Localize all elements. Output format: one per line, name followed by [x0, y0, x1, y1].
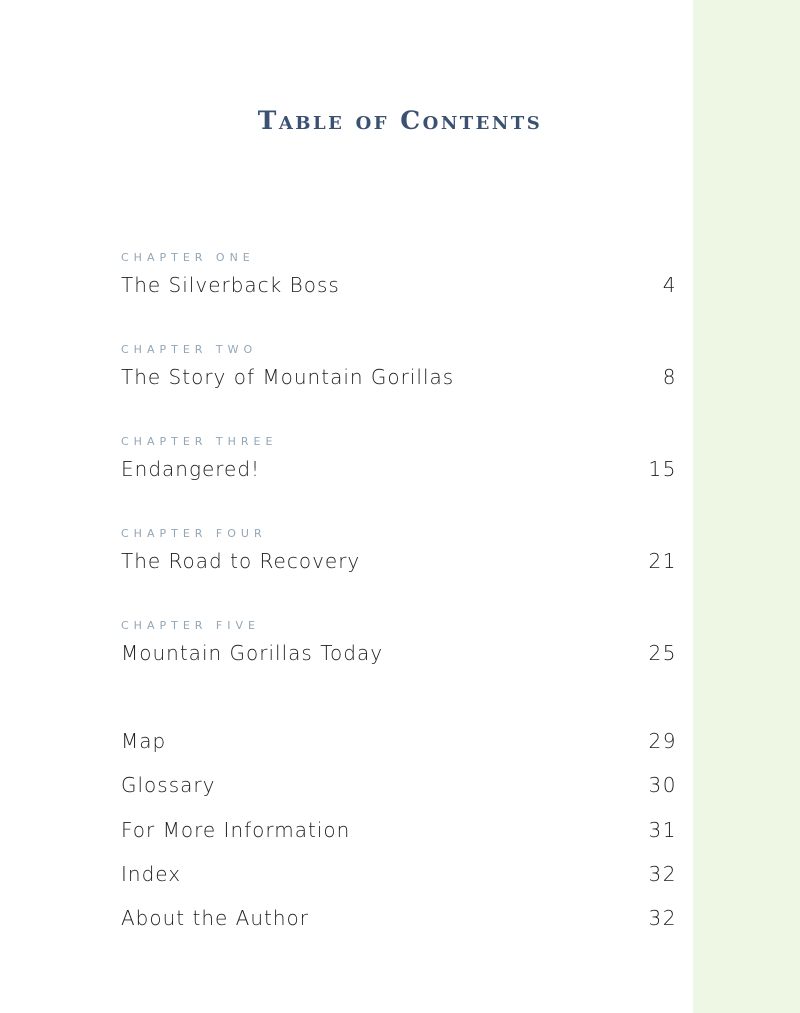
toc-backmatter-entry[interactable]	[121, 818, 677, 842]
toc-backmatter-entry[interactable]	[121, 906, 677, 930]
entry-title: Glossary	[121, 773, 216, 797]
chapter-title: Mountain Gorillas Today	[121, 641, 384, 665]
toc-chapter-entry[interactable]	[121, 342, 677, 389]
entry-title: For More Information	[121, 818, 351, 842]
page-number: 32	[648, 862, 677, 886]
toc-backmatter-entry[interactable]	[121, 862, 677, 886]
chapter-title: The Story of Mountain Gorillas	[121, 365, 455, 389]
page-number: 32	[648, 906, 677, 930]
toc-chapter-entry[interactable]	[121, 250, 677, 297]
chapter-label: CHAPTER FIVE	[121, 619, 260, 632]
toc-chapter-entry[interactable]	[121, 618, 677, 665]
toc-chapter-entry[interactable]	[121, 526, 677, 573]
page-title: Table of Contents	[257, 106, 543, 135]
page-number: 31	[648, 818, 677, 842]
page-number: 21	[648, 549, 677, 573]
entry-title: About the Author	[121, 906, 310, 930]
entry-title: Map	[121, 729, 167, 753]
chapter-title: The Road to Recovery	[121, 549, 361, 573]
chapter-label: CHAPTER TWO	[121, 343, 258, 356]
page-number: 8	[662, 365, 677, 389]
entry-title: Index	[121, 862, 182, 886]
page-number: 4	[662, 273, 677, 297]
chapter-title: The Silverback Boss	[121, 273, 340, 297]
page-number: 30	[648, 773, 677, 797]
side-color-band	[693, 0, 800, 1013]
page-number: 29	[648, 729, 677, 753]
toc-chapter-entry[interactable]	[121, 434, 677, 481]
page-number: 15	[648, 457, 677, 481]
toc-backmatter-entry[interactable]	[121, 773, 677, 797]
toc-backmatter-entry[interactable]	[121, 729, 677, 753]
chapter-label: CHAPTER FOUR	[121, 527, 267, 540]
page-number: 25	[648, 641, 677, 665]
chapter-label: CHAPTER THREE	[121, 435, 278, 448]
chapter-label: CHAPTER ONE	[121, 251, 255, 264]
chapter-title: Endangered!	[121, 457, 261, 481]
